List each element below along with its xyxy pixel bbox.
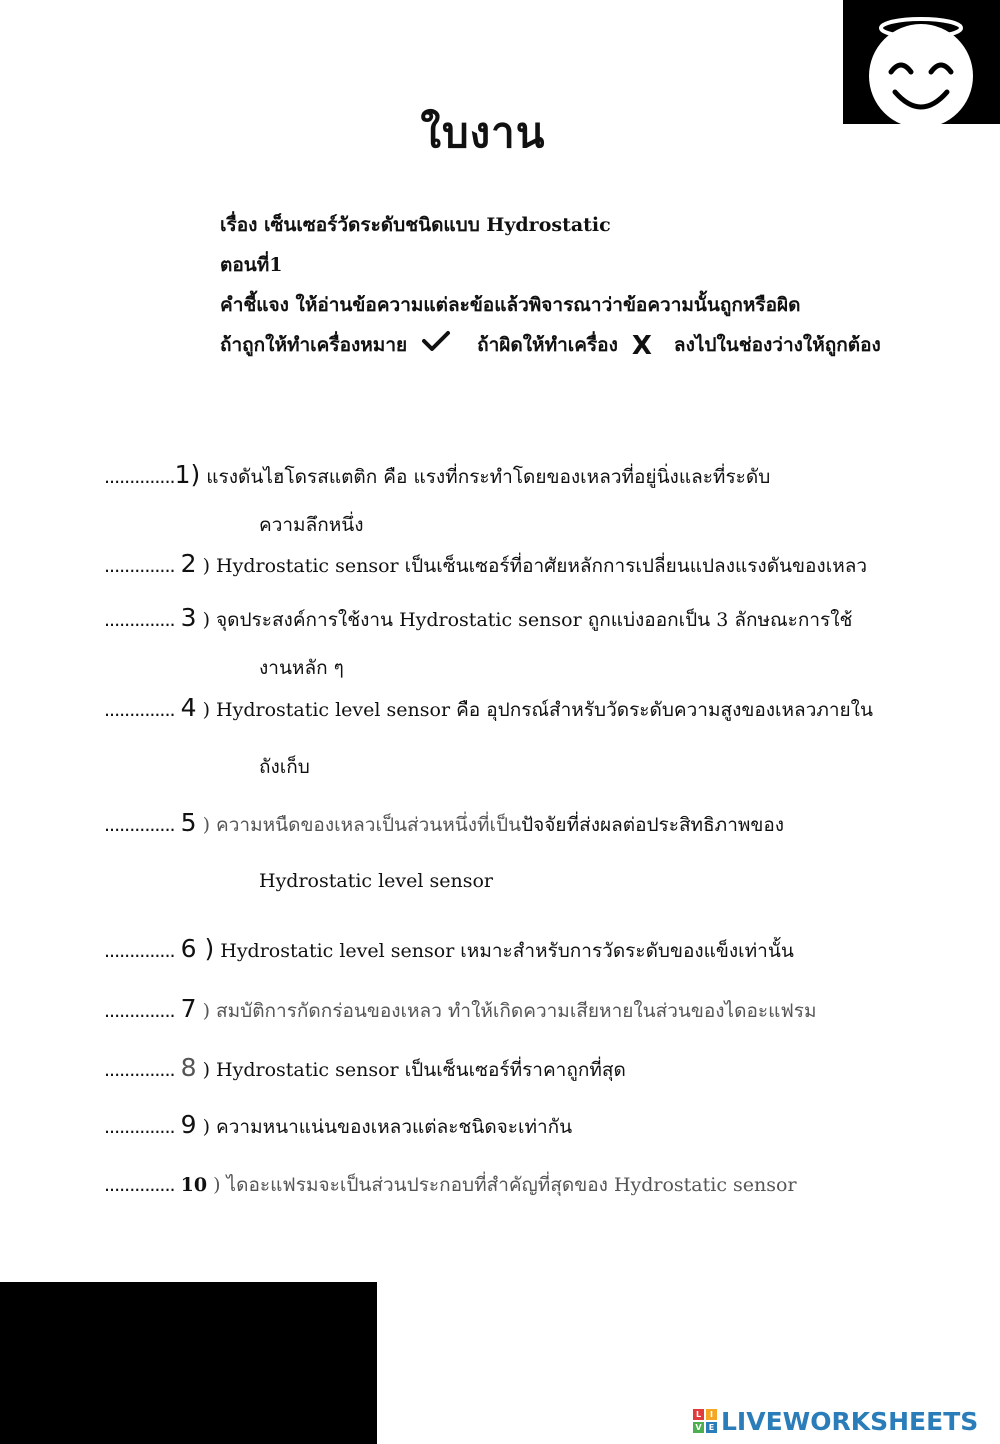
item-text-continued: ถังเก็บ <box>259 756 310 778</box>
item-text-continued: ความลึกหนึ่ง <box>259 514 364 536</box>
logo-tile: I <box>706 1409 717 1420</box>
instructions-block <box>220 205 960 366</box>
list-item <box>104 549 984 581</box>
list-item <box>104 460 984 492</box>
list-item <box>104 994 984 1026</box>
part-label: ตอนที่1 <box>220 254 283 276</box>
item-number: 5 <box>180 808 197 837</box>
item-text: ปัจจัยที่ส่งผลต่อประสิทธิภาพของ <box>521 814 785 836</box>
answer-blank[interactable]: .............. <box>104 699 175 721</box>
list-item <box>104 1170 984 1200</box>
item-text: ) Hydrostatic sensor เป็นเซ็นเซอร์ที่ราคาถูกที่สุด <box>202 1059 626 1081</box>
x-mark-icon: X <box>631 331 652 361</box>
mark-wrong-text: ถ้าผิดให้ทำเครื่อง <box>477 334 618 356</box>
answer-blank[interactable]: .............. <box>104 1116 175 1138</box>
logo-tile: L <box>693 1409 704 1420</box>
liveworksheets-logo <box>693 1405 978 1437</box>
list-item <box>104 603 984 635</box>
list-item <box>104 1053 984 1085</box>
logo-tile: E <box>706 1422 717 1433</box>
answer-blank[interactable]: .............. <box>104 609 175 631</box>
list-item <box>104 934 984 966</box>
item-number: 4 <box>180 693 197 722</box>
liveworksheets-logo-icon <box>693 1409 717 1433</box>
item-text: ) จุดประสงค์การใช้งาน Hydrostatic sensor ถูกแบ่งออกเป็น 3 ลักษณะการใช้ <box>202 609 853 631</box>
item-number: 2 <box>180 549 197 578</box>
item-text: ) ความหนาแน่นของเหลวแต่ละชนิดจะเท่ากัน <box>202 1116 573 1138</box>
mark-correct-text: ถ้าถูกให้ทำเครื่องหมาย <box>220 334 408 356</box>
item-text-gray: ) ไดอะแฟรมจะเป็นส่วนประกอบที่สำคัญที่สุดของ Hydrostatic sensor <box>207 1174 797 1196</box>
item-text-continued: Hydrostatic level sensor <box>259 870 494 892</box>
answer-blank[interactable]: .............. <box>104 1059 175 1081</box>
answer-blank[interactable]: .............. <box>104 1174 175 1196</box>
item-number: 6 ) <box>180 934 215 963</box>
logo-tile: V <box>693 1422 704 1433</box>
item-text-continued: งานหลัก ๆ <box>259 657 344 679</box>
topic-line: เรื่อง เซ็นเซอร์วัดระดับชนิดแบบ Hydrostatic <box>220 214 611 236</box>
item-number: 1) <box>174 460 201 489</box>
item-text: Hydrostatic level sensor เหมาะสำหรับการวัดระดับของแข็งเท่านั้น <box>214 940 794 962</box>
item-text-gray: ) ความหนืดของเหลวเป็นส่วนหนึ่งที่เป็น <box>202 814 522 836</box>
item-number: 10 <box>180 1174 208 1196</box>
answer-blank[interactable]: .............. <box>104 466 175 488</box>
checkmark-icon <box>421 326 451 366</box>
answer-blank[interactable]: .............. <box>104 940 175 962</box>
liveworksheets-logo-text: LIVEWORKSHEETS <box>721 1406 979 1436</box>
instruction-line: คำชี้แจง ให้อ่านข้อความแต่ละข้อแล้วพิจารณาว่าข้อความนั้นถูกหรือผิด <box>220 294 801 316</box>
mark-suffix-text: ลงไปในช่องว่างให้ถูกต้อง <box>673 334 881 356</box>
item-text-gray: ) สมบัติการกัดกร่อนของเหลว ทำให้เกิดความเสียหายในส่วนของไดอะแฟรม <box>202 1000 817 1022</box>
answer-blank[interactable]: .............. <box>104 555 175 577</box>
item-number: 8 <box>180 1053 197 1082</box>
list-item <box>104 693 984 725</box>
item-number: 7 <box>180 994 197 1023</box>
list-item <box>104 808 984 840</box>
answer-blank[interactable]: .............. <box>104 814 175 836</box>
answer-blank[interactable]: .............. <box>104 1000 175 1022</box>
mark-instruction-line <box>220 325 960 366</box>
item-number: 9 <box>180 1110 197 1139</box>
item-text: ) Hydrostatic level sensor คือ อุปกรณ์สำหรับวัดระดับความสูงของเหลวภายใน <box>202 699 873 721</box>
page-title: ใบงาน <box>420 108 546 157</box>
item-number: 3 <box>180 603 197 632</box>
list-item <box>104 1110 984 1142</box>
item-text: แรงดันไฮโดรสแตติก คือ แรงที่กระทำโดยของเหลวที่อยู่นิ่งและที่ระดับ <box>200 466 771 488</box>
item-text: ) Hydrostatic sensor เป็นเซ็นเซอร์ที่อาศัยหลักการเปลี่ยนแปลงแรงดันของเหลว <box>202 555 868 577</box>
redacted-block <box>0 1282 377 1444</box>
